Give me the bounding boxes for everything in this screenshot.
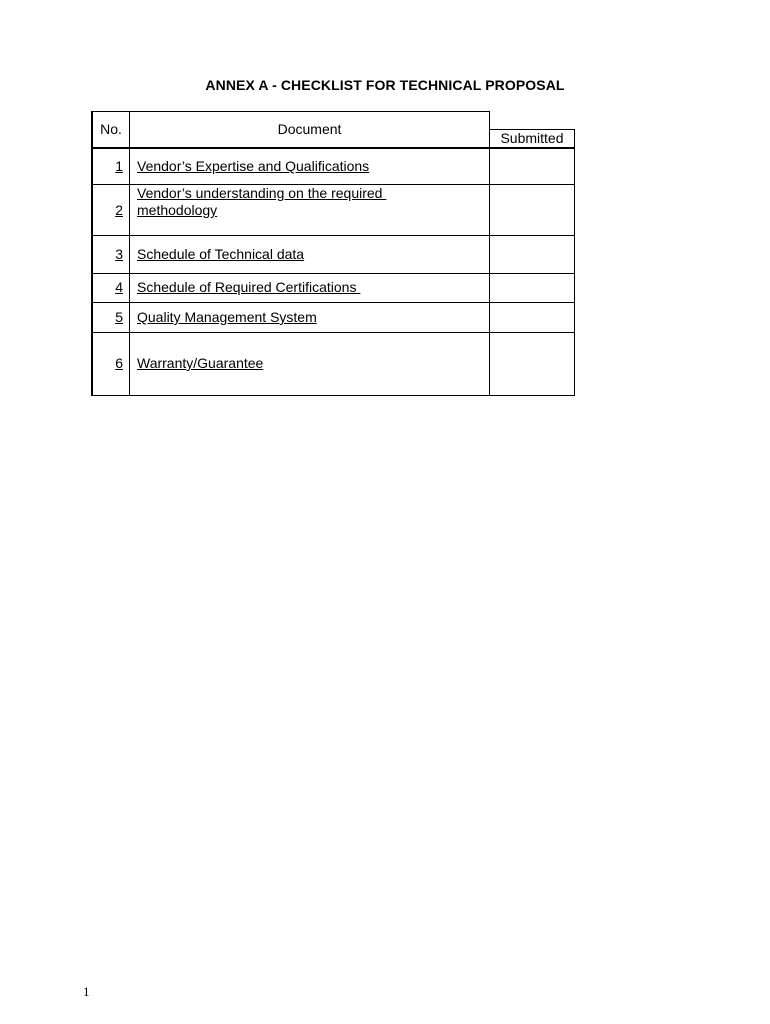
document-item: Quality Management System <box>137 309 317 325</box>
document-item-line-2: methodology <box>137 202 218 218</box>
submitted-cell[interactable] <box>490 185 574 235</box>
table-border-right <box>574 129 575 396</box>
checklist-table <box>91 111 575 396</box>
page-number: 1 <box>83 984 90 999</box>
submitted-cell[interactable] <box>490 303 574 332</box>
header-no: No. <box>100 121 122 137</box>
submitted-cell[interactable] <box>490 274 574 302</box>
submitted-cell[interactable] <box>490 149 574 184</box>
submitted-cell[interactable] <box>490 236 574 273</box>
document-item: Warranty/Guarantee <box>137 355 264 371</box>
header-submitted: Submitted <box>500 130 564 146</box>
row-number: 6 <box>115 355 123 371</box>
table-border-top <box>91 111 490 112</box>
document-item: Schedule of Technical data <box>137 246 305 262</box>
table-border-bottom <box>91 395 575 396</box>
document-item-line-1: Vendor’s understanding on the required <box>137 185 387 201</box>
header-document: Document <box>277 121 342 137</box>
document-item: Vendor’s Expertise and Qualifications <box>137 158 370 174</box>
row-number: 4 <box>115 279 123 295</box>
row-number: 5 <box>115 309 123 325</box>
submitted-cell[interactable] <box>490 333 574 395</box>
row-number: 1 <box>115 158 123 174</box>
row-number: 3 <box>115 246 123 262</box>
column-divider-no <box>129 111 130 396</box>
page-title: ANNEX A - CHECKLIST FOR TECHNICAL PROPOSAL <box>205 77 565 93</box>
row-number: 2 <box>115 202 123 218</box>
document-item: Schedule of Required Certifications <box>137 279 361 295</box>
